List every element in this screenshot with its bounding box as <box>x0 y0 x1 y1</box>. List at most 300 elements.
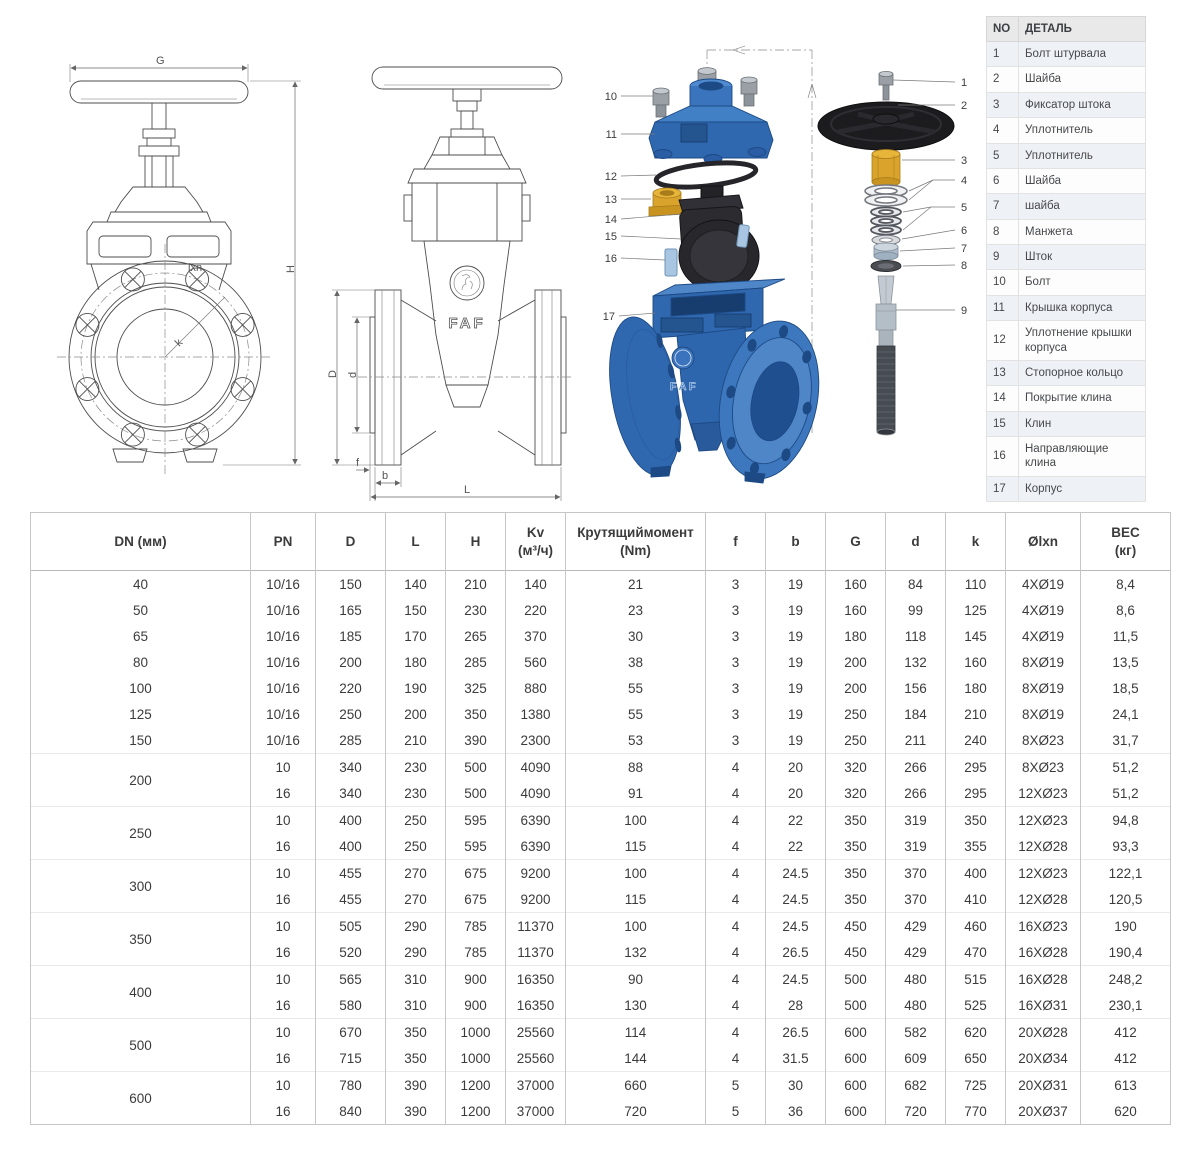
value-cell: 160 <box>826 597 886 623</box>
value-cell: 110 <box>946 571 1006 598</box>
wheel-bolt <box>879 71 893 100</box>
svg-text:17: 17 <box>602 311 615 323</box>
value-cell: 4090 <box>506 780 566 807</box>
value-cell: 595 <box>446 833 506 860</box>
parts-table-row <box>987 219 1146 244</box>
value-cell: 55 <box>566 701 706 727</box>
handwheel-front <box>70 81 248 103</box>
value-cell: 200 <box>826 675 886 701</box>
part-no-cell: 10 <box>987 270 1019 295</box>
value-cell: 100 <box>566 913 706 940</box>
part-detail-cell: Болт штурвала <box>1019 42 1146 67</box>
value-cell: 12XØ28 <box>1006 886 1081 913</box>
part-no-cell: 15 <box>987 411 1019 436</box>
value-cell: 620 <box>1081 1098 1171 1125</box>
table-row <box>31 1019 1171 1046</box>
value-cell: 20XØ37 <box>1006 1098 1081 1125</box>
value-cell: 250 <box>316 701 386 727</box>
flange-front <box>57 244 273 474</box>
value-cell: 320 <box>826 780 886 807</box>
part-no-cell: 8 <box>987 219 1019 244</box>
parts-table-row <box>987 476 1146 501</box>
value-cell: 19 <box>766 571 826 598</box>
table-row <box>31 754 1171 781</box>
svg-text:7: 7 <box>961 243 968 255</box>
value-cell: 22 <box>766 833 826 860</box>
value-cell: 265 <box>446 623 506 649</box>
value-cell: 10 <box>251 1072 316 1099</box>
parts-table-row <box>987 360 1146 385</box>
value-cell: 145 <box>946 623 1006 649</box>
part-no-cell: 1 <box>987 42 1019 67</box>
table-row <box>31 623 1171 649</box>
dim-label-b: b <box>382 470 389 482</box>
exploded-callouts-left <box>603 91 617 323</box>
value-cell: 10 <box>251 1019 316 1046</box>
parts-table-row <box>987 194 1146 219</box>
dn-cell: 50 <box>31 597 251 623</box>
value-cell: 19 <box>766 597 826 623</box>
table-row <box>31 1072 1171 1099</box>
value-cell: 613 <box>1081 1072 1171 1099</box>
value-cell: 4 <box>706 807 766 834</box>
left-flange-side <box>370 290 436 465</box>
value-cell: 429 <box>886 913 946 940</box>
part-no-cell: 4 <box>987 118 1019 143</box>
part-no-cell: 9 <box>987 245 1019 270</box>
dim-label-H: H <box>285 265 297 273</box>
value-cell: 200 <box>386 701 446 727</box>
part-detail-cell: Крышка корпуса <box>1019 295 1146 320</box>
parts-detail-header: ДЕТАЛЬ <box>1019 17 1146 42</box>
handwheel-3d <box>818 102 954 150</box>
part-detail-cell: Клин <box>1019 411 1146 436</box>
value-cell: 160 <box>946 649 1006 675</box>
value-cell: 350 <box>446 701 506 727</box>
value-cell: 9200 <box>506 860 566 887</box>
value-cell: 16 <box>251 1098 316 1125</box>
value-cell: 31.5 <box>766 1045 826 1072</box>
svg-text:14: 14 <box>604 214 617 226</box>
column-header: D <box>316 513 386 571</box>
parts-table-body <box>987 42 1146 502</box>
value-cell: 10 <box>251 860 316 887</box>
value-cell: 620 <box>946 1019 1006 1046</box>
table-row <box>31 913 1171 940</box>
value-cell: 429 <box>886 939 946 966</box>
value-cell: 114 <box>566 1019 706 1046</box>
column-header: H <box>446 513 506 571</box>
value-cell: 250 <box>826 701 886 727</box>
value-cell: 20XØ28 <box>1006 1019 1081 1046</box>
value-cell: 16XØ28 <box>1006 966 1081 993</box>
table-row <box>31 966 1171 993</box>
value-cell: 24.5 <box>766 886 826 913</box>
parts-table-row <box>987 118 1146 143</box>
svg-text:16: 16 <box>604 253 617 265</box>
parts-table-row <box>987 386 1146 411</box>
value-cell: 16XØ31 <box>1006 992 1081 1019</box>
value-cell: 500 <box>446 754 506 781</box>
value-cell: 132 <box>886 649 946 675</box>
column-header: k <box>946 513 1006 571</box>
value-cell: 500 <box>826 966 886 993</box>
value-cell: 53 <box>566 727 706 754</box>
side-view-drawing <box>312 55 580 507</box>
value-cell: 115 <box>566 833 706 860</box>
value-cell: 580 <box>316 992 386 1019</box>
column-header: G <box>826 513 886 571</box>
value-cell: 230,1 <box>1081 992 1171 1019</box>
value-cell: 51,2 <box>1081 754 1171 781</box>
value-cell: 8XØ19 <box>1006 675 1081 701</box>
value-cell: 400 <box>946 860 1006 887</box>
value-cell: 410 <box>946 886 1006 913</box>
svg-text:3: 3 <box>961 155 968 167</box>
value-cell: 4 <box>706 780 766 807</box>
value-cell: 480 <box>886 966 946 993</box>
washer-7 <box>874 243 898 260</box>
value-cell: 320 <box>826 754 886 781</box>
value-cell: 180 <box>946 675 1006 701</box>
value-cell: 319 <box>886 833 946 860</box>
value-cell: 99 <box>886 597 946 623</box>
value-cell: 1200 <box>446 1098 506 1125</box>
dimension-table-head-row <box>31 513 1171 571</box>
value-cell: 55 <box>566 675 706 701</box>
value-cell: 19 <box>766 623 826 649</box>
value-cell: 266 <box>886 780 946 807</box>
value-cell: 230 <box>386 780 446 807</box>
value-cell: 2300 <box>506 727 566 754</box>
dn-group <box>31 754 1171 807</box>
part-detail-cell: Шайба <box>1019 67 1146 92</box>
value-cell: 390 <box>386 1098 446 1125</box>
value-cell: 132 <box>566 939 706 966</box>
dim-label-lxn: lxn <box>188 262 203 274</box>
stem-front <box>139 103 179 187</box>
value-cell: 1200 <box>446 1072 506 1099</box>
value-cell: 11,5 <box>1081 623 1171 649</box>
value-cell: 8XØ23 <box>1006 754 1081 781</box>
value-cell: 200 <box>316 649 386 675</box>
svg-text:1: 1 <box>961 77 968 89</box>
value-cell: 18,5 <box>1081 675 1171 701</box>
dn-cell: 350 <box>31 913 251 966</box>
parts-table-row <box>987 67 1146 92</box>
value-cell: 600 <box>826 1098 886 1125</box>
value-cell: 16350 <box>506 966 566 993</box>
value-cell: 26.5 <box>766 1019 826 1046</box>
value-cell: 266 <box>886 754 946 781</box>
value-cell: 10 <box>251 913 316 940</box>
front-view-drawing <box>55 52 305 484</box>
value-cell: 19 <box>766 701 826 727</box>
value-cell: 156 <box>886 675 946 701</box>
value-cell: 8XØ19 <box>1006 701 1081 727</box>
value-cell: 91 <box>566 780 706 807</box>
value-cell: 770 <box>946 1098 1006 1125</box>
value-cell: 505 <box>316 913 386 940</box>
value-cell: 165 <box>316 597 386 623</box>
value-cell: 3 <box>706 675 766 701</box>
value-cell: 19 <box>766 649 826 675</box>
value-cell: 22 <box>766 807 826 834</box>
value-cell: 350 <box>386 1045 446 1072</box>
parts-table-row <box>987 245 1146 270</box>
value-cell: 370 <box>506 623 566 649</box>
value-cell: 3 <box>706 597 766 623</box>
value-cell: 450 <box>826 913 886 940</box>
parts-table-row <box>987 92 1146 117</box>
column-header: L <box>386 513 446 571</box>
value-cell: 11370 <box>506 939 566 966</box>
value-cell: 675 <box>446 860 506 887</box>
value-cell: 140 <box>506 571 566 598</box>
value-cell: 100 <box>566 807 706 834</box>
part-detail-cell: Шайба <box>1019 168 1146 193</box>
value-cell: 285 <box>316 727 386 754</box>
table-row <box>31 807 1171 834</box>
value-cell: 11370 <box>506 913 566 940</box>
value-cell: 650 <box>946 1045 1006 1072</box>
value-cell: 13,5 <box>1081 649 1171 675</box>
value-cell: 38 <box>566 649 706 675</box>
column-header: DN (мм) <box>31 513 251 571</box>
svg-text:9: 9 <box>961 305 968 317</box>
dn-group <box>31 966 1171 1019</box>
value-cell: 130 <box>566 992 706 1019</box>
value-cell: 94,8 <box>1081 807 1171 834</box>
part-detail-cell: Направляющие клина <box>1019 437 1146 477</box>
side-logo-text: FAF <box>448 315 486 332</box>
value-cell: 670 <box>316 1019 386 1046</box>
parts-table-row <box>987 143 1146 168</box>
value-cell: 16 <box>251 1045 316 1072</box>
dim-label-f: f <box>356 457 360 469</box>
seal-rings-5 <box>871 207 901 234</box>
value-cell: 880 <box>506 675 566 701</box>
value-cell: 455 <box>316 886 386 913</box>
value-cell: 340 <box>316 780 386 807</box>
value-cell: 660 <box>566 1072 706 1099</box>
svg-text:12: 12 <box>604 171 617 183</box>
svg-text:8: 8 <box>961 260 968 272</box>
table-row <box>31 860 1171 887</box>
svg-text:4: 4 <box>961 175 968 187</box>
value-cell: 230 <box>386 754 446 781</box>
value-cell: 90 <box>566 966 706 993</box>
value-cell: 8XØ19 <box>1006 649 1081 675</box>
value-cell: 84 <box>886 571 946 598</box>
parts-table-row <box>987 295 1146 320</box>
value-cell: 325 <box>446 675 506 701</box>
value-cell: 122,1 <box>1081 860 1171 887</box>
bonnet-side <box>408 137 526 183</box>
value-cell: 350 <box>946 807 1006 834</box>
value-cell: 4XØ19 <box>1006 597 1081 623</box>
dim-label-k: k <box>172 336 186 350</box>
value-cell: 350 <box>386 1019 446 1046</box>
dn-group <box>31 1019 1171 1072</box>
table-row <box>31 649 1171 675</box>
value-cell: 220 <box>506 597 566 623</box>
part-detail-cell: Манжета <box>1019 219 1146 244</box>
value-cell: 31,7 <box>1081 727 1171 754</box>
value-cell: 565 <box>316 966 386 993</box>
table-row <box>31 597 1171 623</box>
dn-group <box>31 623 1171 649</box>
value-cell: 160 <box>826 571 886 598</box>
dn-group <box>31 571 1171 598</box>
value-cell: 12XØ23 <box>1006 780 1081 807</box>
value-cell: 412 <box>1081 1045 1171 1072</box>
parts-table-row <box>987 321 1146 361</box>
value-cell: 10 <box>251 754 316 781</box>
svg-text:5: 5 <box>961 202 968 214</box>
part-no-cell: 16 <box>987 437 1019 477</box>
value-cell: 5 <box>706 1098 766 1125</box>
value-cell: 4 <box>706 754 766 781</box>
value-cell: 210 <box>446 571 506 598</box>
value-cell: 1000 <box>446 1045 506 1072</box>
column-header: f <box>706 513 766 571</box>
value-cell: 412 <box>1081 1019 1171 1046</box>
value-cell: 16 <box>251 992 316 1019</box>
part-no-cell: 6 <box>987 168 1019 193</box>
value-cell: 190 <box>386 675 446 701</box>
value-cell: 28 <box>766 992 826 1019</box>
part-no-cell: 11 <box>987 295 1019 320</box>
value-cell: 450 <box>826 939 886 966</box>
dn-group <box>31 860 1171 913</box>
part-detail-cell: Шток <box>1019 245 1146 270</box>
value-cell: 16 <box>251 780 316 807</box>
value-cell: 8,4 <box>1081 571 1171 598</box>
dim-label-L: L <box>464 484 471 496</box>
value-cell: 270 <box>386 860 446 887</box>
value-cell: 10/16 <box>251 701 316 727</box>
value-cell: 37000 <box>506 1072 566 1099</box>
part-no-cell: 7 <box>987 194 1019 219</box>
value-cell: 525 <box>946 992 1006 1019</box>
column-header: Крутящиймомент (Nm) <box>566 513 706 571</box>
parts-table-row <box>987 168 1146 193</box>
table-row <box>31 571 1171 598</box>
parts-list <box>986 16 1146 502</box>
dn-cell: 250 <box>31 807 251 860</box>
value-cell: 150 <box>386 597 446 623</box>
value-cell: 115 <box>566 886 706 913</box>
value-cell: 400 <box>316 807 386 834</box>
value-cell: 19 <box>766 727 826 754</box>
dn-group <box>31 649 1171 675</box>
value-cell: 370 <box>886 860 946 887</box>
dn-cell: 80 <box>31 649 251 675</box>
column-header: Ølxn <box>1006 513 1081 571</box>
value-cell: 23 <box>566 597 706 623</box>
body-logo-text: FAF <box>669 381 699 393</box>
value-cell: 500 <box>826 992 886 1019</box>
value-cell: 21 <box>566 571 706 598</box>
value-cell: 210 <box>946 701 1006 727</box>
value-cell: 250 <box>826 727 886 754</box>
value-cell: 10/16 <box>251 623 316 649</box>
value-cell: 355 <box>946 833 1006 860</box>
part-no-cell: 14 <box>987 386 1019 411</box>
value-cell: 785 <box>446 939 506 966</box>
parts-table-row <box>987 270 1146 295</box>
part-no-cell: 13 <box>987 360 1019 385</box>
dn-cell: 400 <box>31 966 251 1019</box>
value-cell: 4 <box>706 966 766 993</box>
value-cell: 16 <box>251 833 316 860</box>
right-flange-side <box>498 290 566 465</box>
value-cell: 25560 <box>506 1045 566 1072</box>
value-cell: 900 <box>446 966 506 993</box>
part-no-cell: 12 <box>987 321 1019 361</box>
column-header: d <box>886 513 946 571</box>
dn-cell: 600 <box>31 1072 251 1125</box>
dn-group <box>31 675 1171 701</box>
value-cell: 180 <box>386 649 446 675</box>
value-cell: 248,2 <box>1081 966 1171 993</box>
value-cell: 24.5 <box>766 860 826 887</box>
value-cell: 470 <box>946 939 1006 966</box>
part-detail-cell: Болт <box>1019 270 1146 295</box>
dim-label-G: G <box>156 55 165 67</box>
dim-label-D: D <box>327 370 339 378</box>
value-cell: 900 <box>446 992 506 1019</box>
value-cell: 125 <box>946 597 1006 623</box>
value-cell: 3 <box>706 571 766 598</box>
value-cell: 6390 <box>506 833 566 860</box>
part-no-cell: 5 <box>987 143 1019 168</box>
value-cell: 24,1 <box>1081 701 1171 727</box>
value-cell: 20 <box>766 754 826 781</box>
stem-3d <box>876 276 896 435</box>
stem-side <box>451 89 483 137</box>
value-cell: 10/16 <box>251 597 316 623</box>
value-cell: 725 <box>946 1072 1006 1099</box>
part-detail-cell: Уплотнитель <box>1019 143 1146 168</box>
stem-fixator <box>872 150 900 187</box>
value-cell: 4 <box>706 833 766 860</box>
value-cell: 310 <box>386 992 446 1019</box>
table-row <box>31 675 1171 701</box>
value-cell: 390 <box>386 1072 446 1099</box>
value-cell: 500 <box>446 780 506 807</box>
dn-group <box>31 913 1171 966</box>
value-cell: 8XØ23 <box>1006 727 1081 754</box>
value-cell: 250 <box>386 833 446 860</box>
value-cell: 1380 <box>506 701 566 727</box>
value-cell: 4XØ19 <box>1006 571 1081 598</box>
parts-no-header: NO <box>987 17 1019 42</box>
value-cell: 26.5 <box>766 939 826 966</box>
dn-cell: 500 <box>31 1019 251 1072</box>
column-header: PN <box>251 513 316 571</box>
value-cell: 184 <box>886 701 946 727</box>
value-cell: 230 <box>446 597 506 623</box>
value-cell: 600 <box>826 1045 886 1072</box>
column-header: b <box>766 513 826 571</box>
value-cell: 120,5 <box>1081 886 1171 913</box>
dn-cell: 125 <box>31 701 251 727</box>
value-cell: 270 <box>386 886 446 913</box>
table-row <box>31 727 1171 754</box>
value-cell: 93,3 <box>1081 833 1171 860</box>
